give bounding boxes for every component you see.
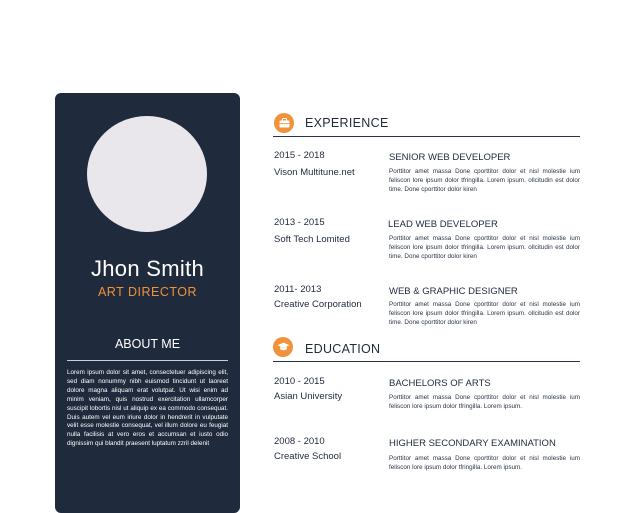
- education-description: Porttitor amet massa Done cporttitor dolor et nisl molestie ium feliscon lore ipsum dolor tfringilla. Lorem ipsum.: [389, 455, 580, 472]
- profile-name: Jhon Smith: [90, 256, 205, 281]
- education-description: Porttitor amet massa Done cporttitor dolor et nisl molestie ium feliscon lore ipsum dolor tfringilla. Lorem ipsum.: [389, 394, 580, 411]
- experience-position: SENIOR WEB DEVELOPER: [389, 152, 511, 163]
- experience-company: Creative Corporation: [274, 299, 362, 310]
- experience-description: Porttitor amet massa Done cporttitor dolor et nisl molestie ium feliscon lore ipsum dolor tfringilla. Lorem ipsum. ollcitudin est dolor time. Done cporttitor dolor kiren: [389, 301, 580, 327]
- education-school: Creative School: [274, 451, 342, 462]
- about-me-heading: ABOUT ME: [114, 337, 181, 351]
- experience-dates: 2015 - 2018: [274, 150, 325, 161]
- experience-description: Porttitor amet massa Done cporttitor dolor et nisl molestie ium feliscon lore ipsum dolor tfringilla. Lorem ipsum. ollcitudin est dolor time. Done cporttitor dolor kiren: [389, 235, 580, 261]
- experience-position: LEAD WEB DEVELOPER: [388, 219, 498, 230]
- about-me-text: Lorem ipsum dolor sit amet, consectetuer adipiscing elit, sed diam nonummy nibh euismod tincidunt ut laoreet dolore magna aliquam erat volutpat. Ut wisi enim ad minim veniam, quis nostrud exercitation ullamcorper suscipit lobortis nisl ut aliquip ex ea commodo consequat. Duis autem vel eum iriure dolor in hendrerit in vulputate velit esse molestie consequat, vel illum dolore eu feugiat nulla facilisis at vero eros et accumsan et iusto odio dignissim qui blandit praesent luptatum zzril delenit: [67, 369, 228, 448]
- experience-company: Soft Tech Lomited: [274, 234, 350, 245]
- education-dates: 2008 - 2010: [274, 436, 325, 447]
- experience-company: Vison Multitune.net: [274, 167, 355, 178]
- education-rule: [273, 361, 580, 362]
- education-dates: 2010 - 2015: [274, 376, 325, 387]
- about-divider: [67, 360, 228, 361]
- experience-description: Porttitor amet massa Done cporttitor dolor et nisl molestie ium feliscon lore ipsum dolor tfringilla. Lorem ipsum. ollcitudin est dolor time. Done cporttitor dolor kiren: [389, 168, 580, 194]
- experience-dates: 2013 - 2015: [274, 217, 325, 228]
- education-school: Asian University: [274, 391, 343, 402]
- profile-role: ART DIRECTOR: [97, 285, 198, 299]
- graduation-cap-icon: [273, 337, 293, 357]
- education-degree: BACHELORS OF ARTS: [389, 378, 491, 389]
- education-heading: EDUCATION: [305, 342, 381, 356]
- experience-position: WEB & GRAPHIC DESIGNER: [389, 286, 518, 297]
- avatar: [87, 116, 207, 232]
- briefcase-icon: [274, 113, 294, 133]
- education-degree: HIGHER SECONDARY EXAMINATION: [389, 438, 556, 449]
- experience-rule: [273, 136, 580, 137]
- profile-sidebar: [55, 93, 240, 513]
- experience-heading: EXPERIENCE: [305, 116, 389, 130]
- experience-dates: 2011- 2013: [274, 284, 322, 295]
